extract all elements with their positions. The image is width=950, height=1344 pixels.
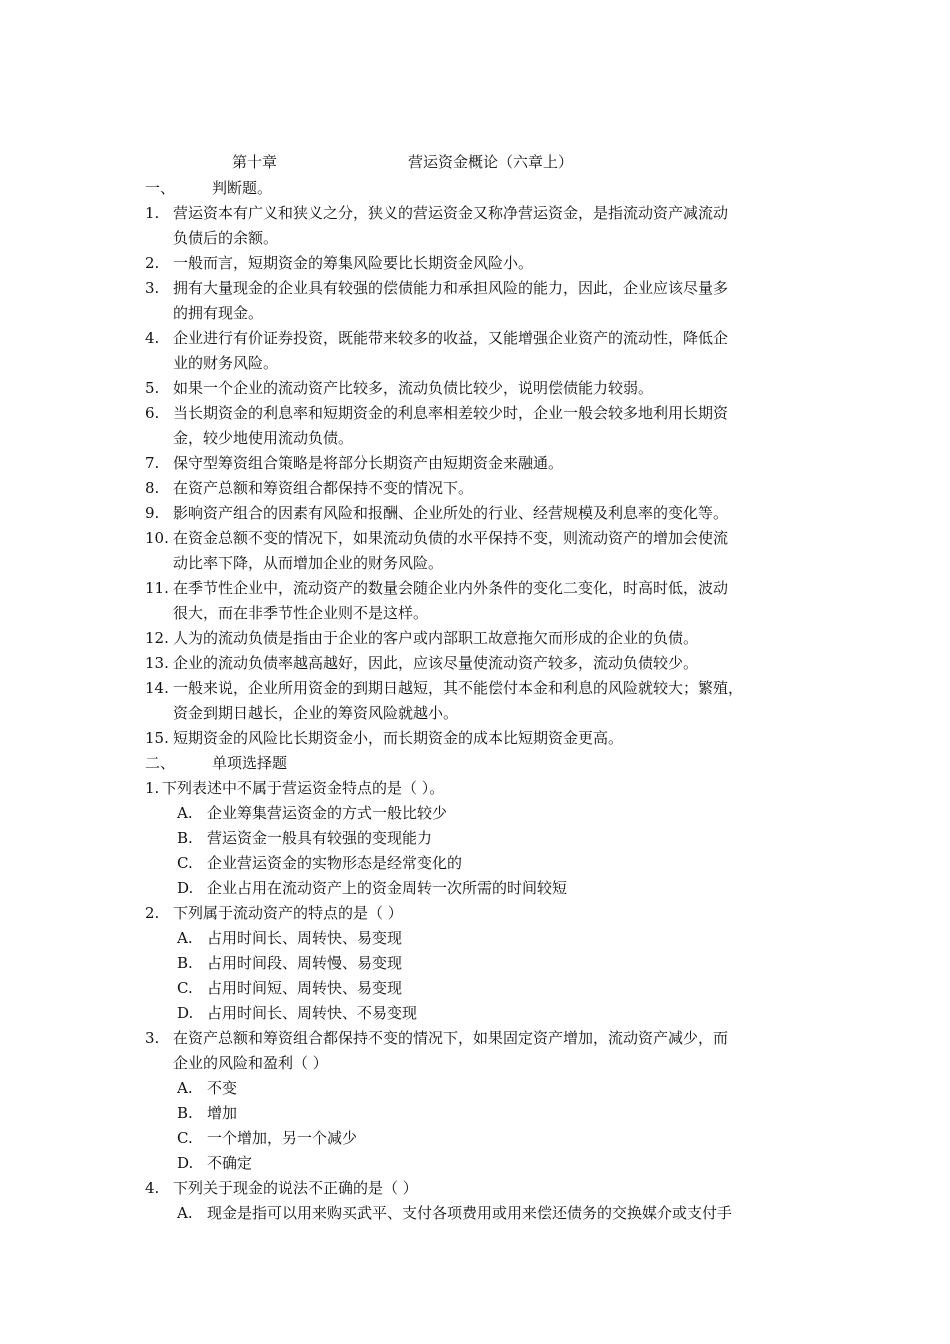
answer-option [0,803,950,823]
section-number: 二、 [145,754,176,772]
answer-option [0,1203,950,1223]
option-text: 占用时间长、周转快、易变现 [207,929,403,947]
item-text: 企业进行有价证券投资，既能带来较多的收益，又能增强企业资产的流动性，降低企 [173,329,729,347]
item-text: 当长期资金的利息率和短期资金的利息率相差较少时，企业一般会较多地利用长期资 [173,404,729,422]
question-text: 下列属于流动资产的特点的是（ ） [173,904,403,922]
item-text: 在资金总额不变的情况下，如果流动负债的水平保持不变，则流动资产的增加会使流 [173,529,729,547]
item-text: 金，较少地使用流动负债。 [173,429,354,447]
question-number: 2. [145,904,160,922]
answer-option [0,828,950,848]
true-false-item [0,728,950,748]
question-number: 3. [145,1029,160,1047]
chapter-number: 第十章 [232,153,278,171]
item-text: 人为的流动负债是指由于企业的客户或内部职工故意拖欠而形成的企业的负债。 [173,629,699,647]
true-false-item [0,628,950,648]
option-text: 增加 [207,1104,238,1122]
option-label: D. [177,1004,194,1022]
true-false-item [0,253,950,273]
option-text: 不确定 [207,1154,253,1172]
option-label: B. [177,954,193,972]
question [0,1178,950,1198]
question-text: 下列表述中不属于营运资金特点的是（ ）。 [162,779,445,797]
item-continuation [0,228,950,248]
question-text: 企业的风险和盈利（ ） [173,1054,328,1072]
option-text: 现金是指可以用来购买武平、支付各项费用或用来偿还债务的交换媒介或支付手 [207,1204,733,1222]
item-text: 一般来说，企业所用资金的到期日越短，其不能偿付本金和利息的风险就较大；繁殖， [173,679,744,697]
true-false-item [0,478,950,498]
answer-option [0,1003,950,1023]
answer-option [0,1103,950,1123]
item-continuation [0,428,950,448]
option-label: B. [177,1104,193,1122]
option-label: D. [177,1154,194,1172]
item-number: 4. [145,329,160,347]
item-number: 2. [145,254,160,272]
answer-option [0,978,950,998]
question-continuation [0,1053,950,1073]
item-text: 在季节性企业中，流动资产的数量会随企业内外条件的变化二变化，时高时低，波动 [173,579,729,597]
question-text: 在资产总额和筹资组合都保持不变的情况下，如果固定资产增加，流动资产减少，而 [173,1029,729,1047]
item-continuation [0,703,950,723]
item-text: 短期资金的风险比长期资金小，而长期资金的成本比短期资金更高。 [173,729,624,747]
true-false-item [0,328,950,348]
item-text: 企业的流动负债率越高越好，因此，应该尽量使流动资产较多，流动负债较少。 [173,654,699,672]
option-label: D. [177,879,194,897]
item-text: 在资产总额和筹资组合都保持不变的情况下。 [173,479,474,497]
true-false-item [0,503,950,523]
item-text: 营运资本有广义和狭义之分，狭义的营运资金又称净营运资金，是指流动资产减流动 [173,204,729,222]
question-number: 4. [145,1179,160,1197]
true-false-item [0,653,950,673]
true-false-item [0,278,950,298]
section-number: 一、 [145,179,176,197]
true-false-item [0,578,950,598]
question [0,778,950,798]
item-number: 13. [145,654,169,672]
item-number: 15. [145,729,169,747]
question [0,903,950,923]
option-label: A. [177,1204,193,1222]
item-text: 的拥有现金。 [173,304,264,322]
item-number: 14. [145,679,169,697]
true-false-item [0,403,950,423]
item-text: 很大，而在非季节性企业则不是这样。 [173,604,429,622]
answer-option [0,953,950,973]
question [0,1028,950,1048]
question-number: 1. [145,779,160,797]
option-label: C. [177,979,193,997]
answer-option [0,928,950,948]
option-text: 企业占用在流动资产上的资金周转一次所需的时间较短 [207,879,568,897]
item-text: 一般而言，短期资金的筹集风险要比长期资金风险小。 [173,254,534,272]
item-number: 5. [145,379,160,397]
true-false-item [0,453,950,473]
option-label: A. [177,804,193,822]
option-text: 不变 [207,1079,238,1097]
item-text: 动比率下降，从而增加企业的财务风险。 [173,554,444,572]
item-number: 11. [145,579,169,597]
true-false-item [0,678,950,698]
section-heading [0,753,950,773]
true-false-item [0,203,950,223]
item-continuation [0,603,950,623]
option-text: 占用时间段、周转慢、易变现 [207,954,403,972]
item-text: 保守型筹资组合策略是将部分长期资产由短期资金来融通。 [173,454,564,472]
answer-option [0,1078,950,1098]
item-continuation [0,303,950,323]
answer-option [0,1153,950,1173]
item-text: 影响资产组合的因素有风险和报酬、企业所处的行业、经营规模及利息率的变化等。 [173,504,729,522]
section-title: 单项选择题 [212,754,288,772]
option-label: A. [177,929,193,947]
option-label: C. [177,854,193,872]
item-continuation [0,553,950,573]
question-text: 下列关于现金的说法不正确的是（ ） [173,1179,418,1197]
item-number: 9. [145,504,160,522]
option-text: 一个增加，另一个减少 [207,1129,358,1147]
option-text: 营运资金一般具有较强的变现能力 [207,829,433,847]
item-number: 10. [145,529,169,547]
item-text: 负债后的余额。 [173,229,279,247]
option-text: 企业营运资金的实物形态是经常变化的 [207,854,463,872]
item-number: 7. [145,454,160,472]
option-text: 企业筹集营运资金的方式一般比较少 [207,804,448,822]
item-number: 3. [145,279,160,297]
answer-option [0,878,950,898]
item-text: 如果一个企业的流动资产比较多，流动负债比较少，说明偿债能力较弱。 [173,379,654,397]
item-number: 12. [145,629,169,647]
answer-option [0,853,950,873]
true-false-item [0,378,950,398]
item-number: 6. [145,404,160,422]
option-label: C. [177,1129,193,1147]
section-heading [0,178,950,198]
option-label: B. [177,829,193,847]
item-text: 业的财务风险。 [173,354,279,372]
item-number: 1. [145,204,160,222]
section-title: 判断题。 [212,179,273,197]
true-false-item [0,528,950,548]
answer-option [0,1128,950,1148]
item-continuation [0,353,950,373]
option-text: 占用时间短、周转快、易变现 [207,979,403,997]
chapter-title: 营运资金概论（六章上） [408,153,574,171]
item-number: 8. [145,479,160,497]
option-text: 占用时间长、周转快、不易变现 [207,1004,418,1022]
option-label: A. [177,1079,193,1097]
item-text: 拥有大量现金的企业具有较强的偿债能力和承担风险的能力，因此，企业应该尽量多 [173,279,729,297]
item-text: 资金到期日越长，企业的筹资风险就越小。 [173,704,459,722]
